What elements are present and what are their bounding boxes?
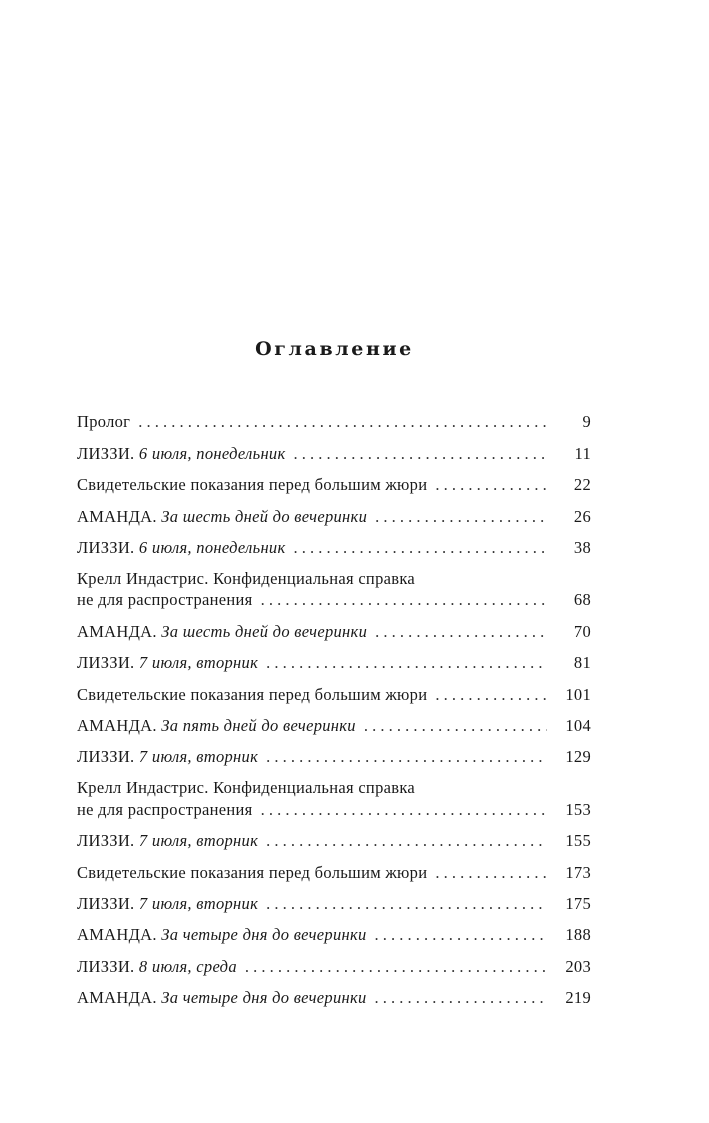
dot-leader: [375, 622, 547, 642]
dot-leader: [266, 653, 547, 673]
toc-entry-title: [77, 831, 258, 851]
toc-entry-title-line2: [77, 589, 591, 611]
toc-entry-page-number: 173: [565, 862, 591, 882]
dot-leader: [375, 988, 547, 1008]
toc-entry-title: [77, 590, 253, 610]
toc-entry-title-line2: [77, 798, 591, 820]
toc-entry: [77, 401, 591, 432]
toc-entry: [77, 558, 591, 611]
toc-entry-subtitle: За шесть дней до вечеринки: [161, 621, 368, 641]
toc-entry-title: [77, 863, 427, 883]
dot-leader: [138, 412, 547, 432]
dot-leader: [266, 894, 547, 914]
toc-entry-lead: ЛИЗЗИ.: [77, 537, 135, 557]
toc-entry-subtitle: 8 июля, среда: [138, 956, 237, 976]
toc-entry: [77, 527, 591, 558]
dot-leader: [375, 507, 547, 527]
toc-entry-page-number: 175: [565, 894, 591, 914]
toc-entry-subtitle: 7 июля, вторник: [138, 747, 259, 767]
toc-entry-page-number: 101: [565, 684, 591, 704]
toc-entry-title-line1: Крелл Индастрис. Конфиденциальная справка: [77, 568, 416, 588]
toc-entry-subtitle: За четыре дня до вечеринки: [161, 925, 367, 945]
dot-leader: [435, 685, 547, 705]
toc-title: Оглавление: [255, 338, 414, 360]
toc-entry: [77, 851, 591, 882]
toc-entry-title: [77, 988, 367, 1008]
toc-entry-page-number: 104: [565, 716, 591, 736]
toc-entry: [77, 495, 591, 526]
toc-entry-subtitle: За пять дней до вечеринки: [161, 716, 356, 736]
toc-entry-subtitle: 6 июля, понедельник: [138, 443, 286, 463]
toc-entry-page-number: 9: [582, 412, 591, 432]
toc-entry-title: [77, 507, 367, 527]
toc-entry: [77, 432, 591, 463]
toc-entry-page-number: 68: [573, 590, 591, 610]
toc-entry-lead: Свидетельские показания перед большим жюри: [77, 684, 428, 704]
toc-entry: [77, 642, 591, 673]
toc-entry: [77, 610, 591, 641]
toc-entry: [77, 767, 591, 820]
toc-entry: [77, 883, 591, 914]
toc-entry-title: [77, 538, 286, 558]
toc-entry-lead: Пролог: [77, 412, 131, 432]
toc-entry-title: [77, 957, 237, 977]
toc-entry-subtitle: За шесть дней до вечеринки: [161, 506, 368, 526]
toc-entry-page-number: 38: [573, 537, 591, 557]
toc-entry-title: [77, 716, 356, 736]
dot-leader: [364, 716, 547, 736]
dot-leader: [261, 800, 547, 820]
toc-entry-page-number: 81: [573, 653, 591, 673]
toc-entry-title-line1: Крелл Индастрис. Конфиденциальная справка: [77, 778, 416, 798]
toc-entry-lead: АМАНДА.: [77, 506, 157, 526]
dot-leader: [261, 590, 547, 610]
toc-entry-lead: ЛИЗЗИ.: [77, 747, 135, 767]
toc-entry-subtitle: 7 июля, вторник: [138, 831, 259, 851]
dot-leader: [435, 863, 547, 883]
toc-entry-lead: ЛИЗЗИ.: [77, 831, 135, 851]
toc-entry-title: [77, 475, 427, 495]
toc-entry-subtitle: 6 июля, понедельник: [138, 537, 286, 557]
toc-entry-title: [77, 685, 427, 705]
toc-entry-page-number: 22: [573, 475, 591, 495]
toc-entry-page-number: 153: [565, 799, 591, 819]
toc-entry-page-number: 155: [565, 831, 591, 851]
toc-entry-lead: ЛИЗЗИ.: [77, 956, 135, 976]
toc-entry-lead: АМАНДА.: [77, 925, 157, 945]
toc-entry: [77, 705, 591, 736]
toc-entry-page-number: 129: [565, 747, 591, 767]
toc-entry-title: [77, 412, 130, 432]
dot-leader: [435, 475, 547, 495]
toc-entry-lead: ЛИЗЗИ.: [77, 443, 135, 463]
dot-leader: [266, 747, 547, 767]
toc-entry: [77, 736, 591, 767]
table-of-contents: [77, 401, 591, 1008]
toc-entry-subtitle: 7 июля, вторник: [138, 653, 259, 673]
dot-leader: [375, 925, 547, 945]
toc-entry-subtitle: 7 июля, вторник: [138, 894, 259, 914]
toc-entry-page-number: 188: [565, 925, 591, 945]
toc-entry-page-number: 203: [565, 956, 591, 976]
toc-entry-title: [77, 653, 258, 673]
toc-entry-title: [77, 800, 253, 820]
dot-leader: [266, 831, 547, 851]
toc-entry: [77, 945, 591, 976]
toc-entry-lead: АМАНДА.: [77, 716, 157, 736]
dot-leader: [294, 538, 547, 558]
toc-entry-lead: ЛИЗЗИ.: [77, 894, 135, 914]
toc-entry: [77, 673, 591, 704]
toc-entry-subtitle: За четыре дня до вечеринки: [161, 988, 367, 1008]
dot-leader: [294, 444, 547, 464]
toc-entry-title: [77, 444, 286, 464]
dot-leader: [245, 957, 547, 977]
toc-entry-title: [77, 622, 367, 642]
toc-entry-page-number: 70: [573, 621, 591, 641]
toc-entry-page-number: 219: [565, 988, 591, 1008]
toc-entry-lead: АМАНДА.: [77, 988, 157, 1008]
toc-entry-lead: не для распространения: [77, 799, 253, 819]
toc-entry-lead: Свидетельские показания перед большим жюри: [77, 862, 428, 882]
toc-entry-lead: АМАНДА.: [77, 621, 157, 641]
toc-entry: [77, 977, 591, 1008]
toc-entry: [77, 914, 591, 945]
toc-entry-page-number: 26: [573, 506, 591, 526]
toc-entry-title: [77, 747, 258, 767]
toc-entry: [77, 464, 591, 495]
toc-entry-lead: ЛИЗЗИ.: [77, 653, 135, 673]
toc-entry: [77, 820, 591, 851]
toc-entry-title: [77, 925, 367, 945]
toc-entry-title: [77, 894, 258, 914]
toc-entry-page-number: 11: [574, 443, 591, 463]
toc-entry-lead: Свидетельские показания перед большим жюри: [77, 475, 428, 495]
toc-entry-lead: не для распространения: [77, 590, 253, 610]
